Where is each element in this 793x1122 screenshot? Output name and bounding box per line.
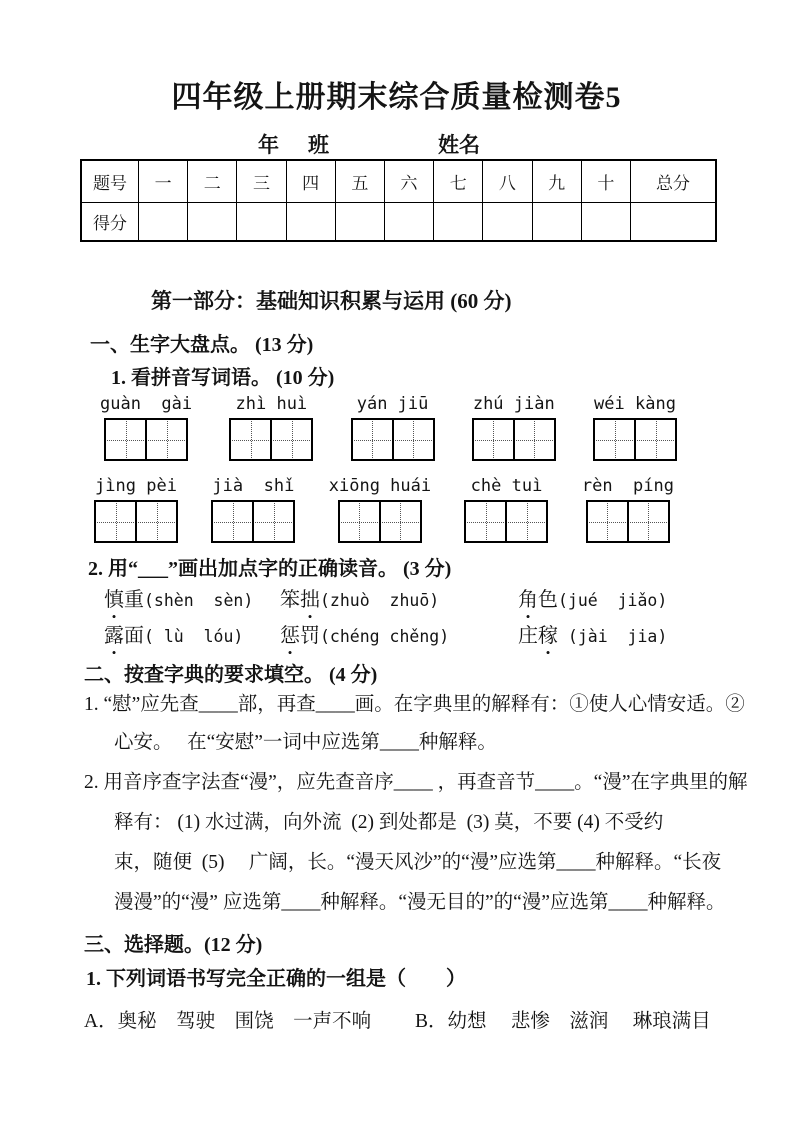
writing-cell: [252, 502, 293, 541]
writing-cell: [466, 502, 505, 541]
writing-cell: [145, 420, 186, 459]
year-label: 年: [258, 133, 279, 157]
part1-heading: 第一部分：基础知识积累与运用 (60 分): [151, 289, 512, 313]
pinyin-writing-row-2: [94, 476, 674, 543]
pronunciation-options: (jué jiǎo): [558, 591, 668, 610]
score-table: [80, 159, 717, 242]
dotted-character: 角: [518, 589, 538, 611]
pinyin-writing-unit: [472, 394, 556, 461]
question-column-label: 三: [237, 160, 286, 203]
choice-options-line: A．奥秘 驾驶 围饶 一声不响 B．幼想 悲惨 滋润 琳琅满目: [84, 1011, 711, 1032]
writing-cell: [106, 420, 145, 459]
pinyin-writing-unit: [329, 476, 431, 543]
score-table-header-row: [81, 160, 716, 203]
paragraph-line: 束，随便 (5) 广阔，长。“漫天风沙”的“漫”应选第____种解释。“长夜: [114, 852, 722, 873]
pronunciation-options: (zhuò zhuō): [320, 591, 440, 610]
character-writing-box: [94, 500, 178, 543]
pronunciation-options: (shèn sèn): [144, 591, 254, 610]
pinyin-writing-unit: [229, 394, 313, 461]
item2-pronunciation-heading: 2. 用“___”画出加点字的正确读音。 (3 分): [88, 558, 452, 580]
dotted-word-item: [518, 588, 676, 613]
dotted-character: 惩: [280, 625, 300, 647]
section3-heading: 三、选择题。(12 分): [84, 934, 263, 956]
pinyin-writing-unit: [464, 476, 548, 543]
dictionary-question-2: [84, 763, 748, 923]
question-column-label: 四: [286, 160, 335, 203]
question-column-label: 十: [581, 160, 630, 203]
dotted-character: 慎: [104, 589, 124, 611]
score-table-score-row: [81, 203, 716, 242]
score-cell: [286, 203, 335, 242]
writing-cell: [340, 502, 379, 541]
score-cell: [631, 203, 717, 242]
writing-cell: [353, 420, 392, 459]
pinyin-label: xiōng huái: [328, 476, 432, 496]
pinyin-label: guàn gài: [100, 394, 193, 414]
character-writing-box: [593, 418, 677, 461]
score-cell: [483, 203, 532, 242]
character-writing-box: [351, 418, 435, 461]
pronunciation-options: (chéng chěng): [320, 627, 450, 646]
dictionary-question-1: [84, 686, 745, 762]
pinyin-label: yán jiū: [356, 394, 429, 414]
pronunciation-options: (jài jia): [558, 627, 668, 646]
score-cell: [139, 203, 188, 242]
character-writing-box: [211, 500, 295, 543]
question-column-label: 七: [434, 160, 483, 203]
pinyin-label: zhì huì: [235, 394, 308, 414]
writing-cell: [96, 502, 135, 541]
score-cell: [188, 203, 237, 242]
writing-cell: [270, 420, 311, 459]
score-cell: [335, 203, 384, 242]
dotted-character: 稼: [538, 625, 558, 647]
page-title: 四年级上册期末综合质量检测卷5: [171, 81, 622, 114]
question-column-label: 八: [483, 160, 532, 203]
writing-cell: [135, 502, 176, 541]
pinyin-label: chè tuì: [470, 476, 543, 496]
paragraph-line: 释有： (1) 水过满，向外流 (2) 到处都是 (3) 莫，不要 (4) 不受约: [114, 812, 664, 833]
writing-cell: [231, 420, 270, 459]
section2-heading: 二、按查字典的要求填空。 (4 分): [84, 664, 378, 686]
paragraph-line: 心安。 在“安慰”一词中应选第____种解释。: [114, 732, 497, 753]
section1-heading: 一、生字大盘点。 (13 分): [90, 334, 314, 356]
score-cell: [581, 203, 630, 242]
pinyin-writing-unit: [94, 476, 178, 543]
dotted-character: 露: [104, 625, 124, 647]
dotted-word-item: [104, 588, 280, 613]
character-writing-box: [229, 418, 313, 461]
pinyin-label: wéi kàng: [594, 394, 676, 414]
score-header: 得分: [81, 203, 139, 242]
character-writing-box: [472, 418, 556, 461]
question-column-label: 六: [384, 160, 433, 203]
question-column-label: 总分: [631, 160, 717, 203]
writing-cell: [392, 420, 433, 459]
writing-cell: [505, 502, 546, 541]
dotted-word-item: [280, 588, 518, 613]
pinyin-label: zhú jiàn: [472, 394, 555, 414]
paragraph-line: 1. “慰”应先查____部，再查____画。在字典里的解释有：①使人心情安适。②: [84, 694, 745, 715]
question-column-label: 二: [188, 160, 237, 203]
writing-cell: [627, 502, 668, 541]
question-number-header: 题号: [81, 160, 139, 203]
pinyin-writing-unit: [582, 476, 674, 543]
dotted-word-item: [280, 624, 518, 649]
writing-cell: [513, 420, 554, 459]
dotted-word-item: [518, 624, 676, 649]
pinyin-writing-row-1: [100, 394, 677, 461]
pinyin-label: rèn píng: [581, 476, 674, 496]
pinyin-writing-unit: [593, 394, 677, 461]
choice-question-1: 1. 下列词语书写完全正确的一组是（ ）: [86, 968, 466, 990]
pinyin-writing-unit: [100, 394, 192, 461]
item1-pinyin-heading: 1. 看拼音写词语。 (10 分): [111, 367, 335, 389]
dotted-word-pronunciation-grid: [104, 588, 676, 649]
score-cell: [237, 203, 286, 242]
question-column-label: 五: [335, 160, 384, 203]
character-writing-box: [104, 418, 188, 461]
writing-cell: [213, 502, 252, 541]
writing-cell: [474, 420, 513, 459]
character: 笨: [280, 589, 300, 611]
score-cell: [384, 203, 433, 242]
paragraph-line: 漫漫”的“漫” 应选第____种解释。“漫无目的”的“漫”应选第____种解释。: [114, 892, 726, 913]
paragraph-line: 2. 用音序查字法查“漫”，应先查音序____ ，再查音节____。“漫”在字典里的解: [84, 772, 748, 793]
character: 色: [538, 589, 558, 611]
character-writing-box: [464, 500, 548, 543]
pinyin-writing-unit: [211, 476, 295, 543]
dotted-character: 拙: [300, 589, 320, 611]
name-label: 姓名: [438, 133, 480, 157]
pronunciation-options: ( lù lóu): [144, 627, 244, 646]
character: 面: [124, 625, 144, 647]
pinyin-label: jìng pèi: [95, 476, 177, 496]
score-cell: [532, 203, 581, 242]
character: 重: [124, 589, 144, 611]
name-class-line: [0, 129, 793, 157]
pinyin-writing-unit: [351, 394, 435, 461]
question-column-label: 一: [139, 160, 188, 203]
score-cell: [434, 203, 483, 242]
character-writing-box: [586, 500, 670, 543]
question-column-label: 九: [532, 160, 581, 203]
dotted-word-item: [104, 624, 280, 649]
writing-cell: [634, 420, 675, 459]
writing-cell: [379, 502, 420, 541]
pinyin-label: jià shǐ: [212, 476, 295, 496]
character-writing-box: [338, 500, 422, 543]
class-label: 班: [308, 133, 329, 157]
character: 庄: [518, 625, 538, 647]
character: 罚: [300, 625, 320, 647]
writing-cell: [588, 502, 627, 541]
writing-cell: [595, 420, 634, 459]
